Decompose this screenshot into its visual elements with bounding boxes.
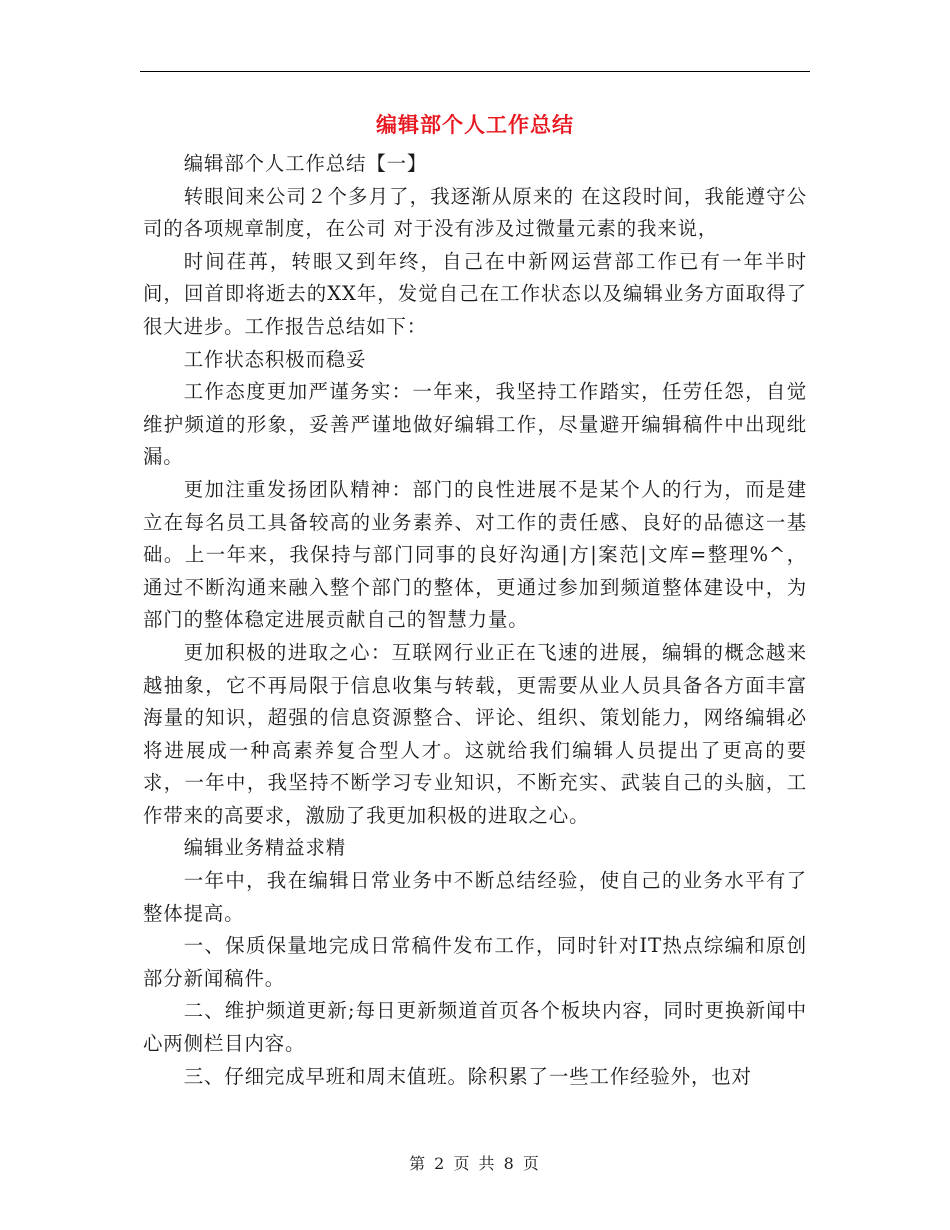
paragraph: 三、仔细完成早班和周末值班。除积累了一些工作经验外，也对 xyxy=(183,1064,752,1088)
header-rule xyxy=(140,71,810,72)
paragraph: 更加积极的进取之心：互联网行业正在飞速的进展，编辑的概念越来越抽象，它不再局限于信息收集与转载，更需要从业人员具备各方面丰富海量的知识，超强的信息资源整合、评论、组织、策划能力，网络编辑必将进展成一种高素养复合型人才。这就给我们编辑人员提出了更高的要求，一年中，我坚持不断学习专业知识，不断充实、武装自己的头脑，工作带来的高要求，激励了我更加积极的进取之心。 xyxy=(143,640,807,827)
paragraph: 一年中，我在编辑日常业务中不断总结经验，使自己的业务水平有了整体提高。 xyxy=(143,869,807,925)
paragraph: 转眼间来公司２个多月了，我逐渐从原来的 在这段时间，我能遵守公司的各项规章制度，在公司 对于没有涉及过微量元素的我来说， xyxy=(143,184,807,241)
paragraph: 工作态度更加严谨务实：一年来，我坚持工作踏实，任劳任怨，自觉维护频道的形象，妥善严谨地做好编辑工作，尽量避开编辑稿件中出现纰漏。 xyxy=(143,380,807,469)
paragraph: 编辑部个人工作总结【一】 xyxy=(183,152,428,175)
section-heading: 工作状态积极而稳妥 xyxy=(183,347,367,371)
document-body xyxy=(143,148,807,1093)
paragraph: 更加注重发扬团队精神：部门的良性进展不是某个人的行为，而是建立在每名员工具备较高的业务素养、对工作的责任感、良好的品德这一基础。上一年来，我保持与部门同事的良好沟通|方|案范|文库=整理%^，通过不断沟通来融入整个部门的整体，更通过参加到频道整体建设中，为部门的整体稳定进展贡献自己的智慧力量。 xyxy=(143,477,807,632)
paragraph: 时间荏苒，转眼又到年终，自己在中新网运营部工作已有一年半时间，回首即将逝去的XX年，发觉自己在工作状态以及编辑业务方面取得了很大进步。工作报告总结如下： xyxy=(143,249,807,338)
paragraph: 二、维护频道更新;每日更新频道首页各个板块内容，同时更换新闻中心两侧栏目内容。 xyxy=(143,999,807,1056)
paragraph: 一、保质保量地完成日常稿件发布工作，同时针对IT热点综编和原创部分新闻稿件。 xyxy=(143,934,807,990)
page-number-footer: 第 2 页 共 8 页 xyxy=(409,1154,541,1173)
document-title: 编辑部个人工作总结 xyxy=(376,112,574,137)
section-heading: 编辑业务精益求精 xyxy=(183,836,347,860)
